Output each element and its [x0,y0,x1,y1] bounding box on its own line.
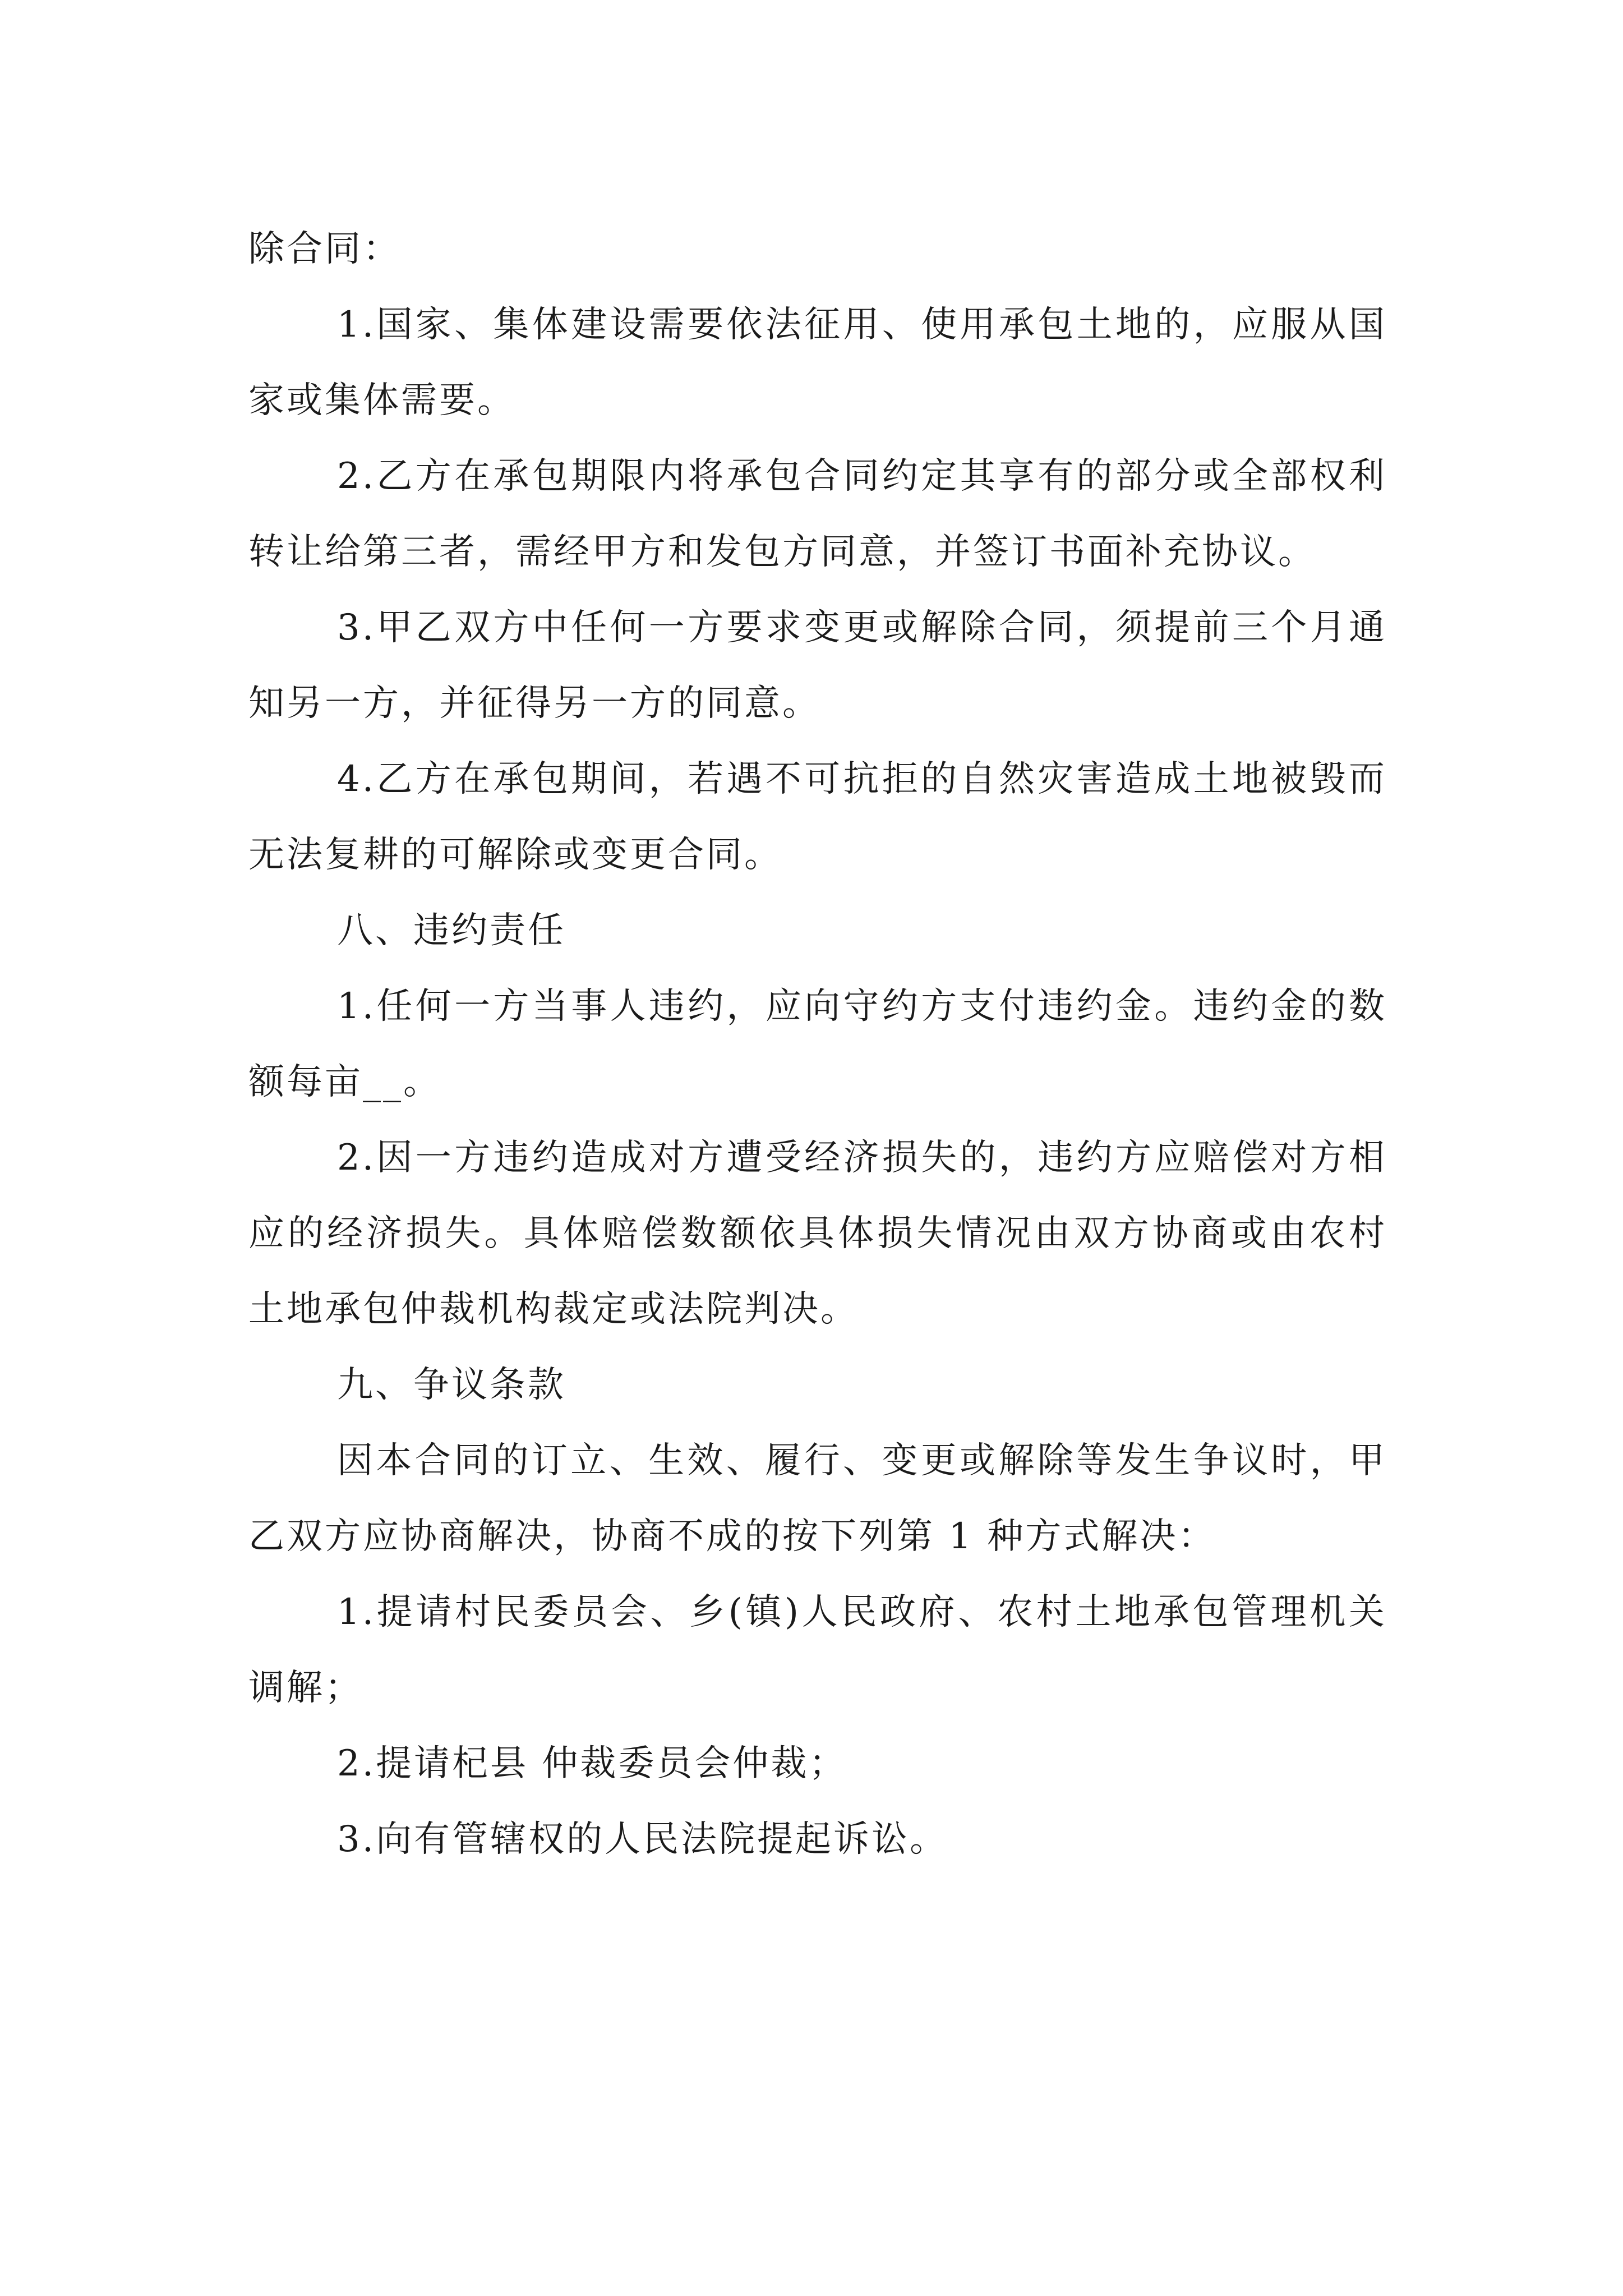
paragraph-liability-2-compensation: 2.因一方违约造成对方遭受经济损失的，违约方应赔偿对方相应的经济损失。具体赔偿数额依具体损失情况由双方协商或由农村土地承包仲裁机构裁定或法院判决。 [248,1137,1387,1330]
section-heading-dispute: 九、争议条款 [337,1364,566,1406]
paragraph-dispute-option-2: 2.提请杞县 仲裁委员会仲裁； [337,1743,847,1784]
paragraph-contract-termination-cont: 除合同： [248,228,401,270]
paragraph-dispute-option-3: 3.向有管辖权的人民法院提起诉讼。 [337,1819,948,1860]
paragraph-clause-3-change-notice: 3.甲乙双方中任何一方要求变更或解除合同，须提前三个月通知另一方，并征得另一方的同意。 [248,607,1387,724]
document-body [248,211,1387,1878]
paragraph-dispute-option-1: 1.提请村民委员会、乡(镇)人民政府、农村土地承包管理机关调解； [248,1591,1387,1709]
section-heading-liability: 八、违约责任 [337,910,566,951]
paragraph-dispute-intro: 因本合同的订立、生效、履行、变更或解除等发生争议时，甲乙双方应协商解决，协商不成的按下列第 1 种方式解决： [248,1440,1387,1557]
paragraph-liability-1-penalty: 1.任何一方当事人违约，应向守约方支付违约金。违约金的数额每亩__。 [248,986,1387,1103]
paragraph-clause-1-state-requisition: 1.国家、集体建设需要依法征用、使用承包土地的，应服从国家或集体需要。 [248,304,1387,421]
paragraph-clause-4-natural-disaster: 4.乙方在承包期间，若遇不可抗拒的自然灾害造成土地被毁而无法复耕的可解除或变更合同。 [248,758,1387,876]
paragraph-clause-2-transfer-rights: 2.乙方在承包期限内将承包合同约定其享有的部分或全部权利转让给第三者，需经甲方和发包方同意，并签订书面补充协议。 [248,455,1387,573]
